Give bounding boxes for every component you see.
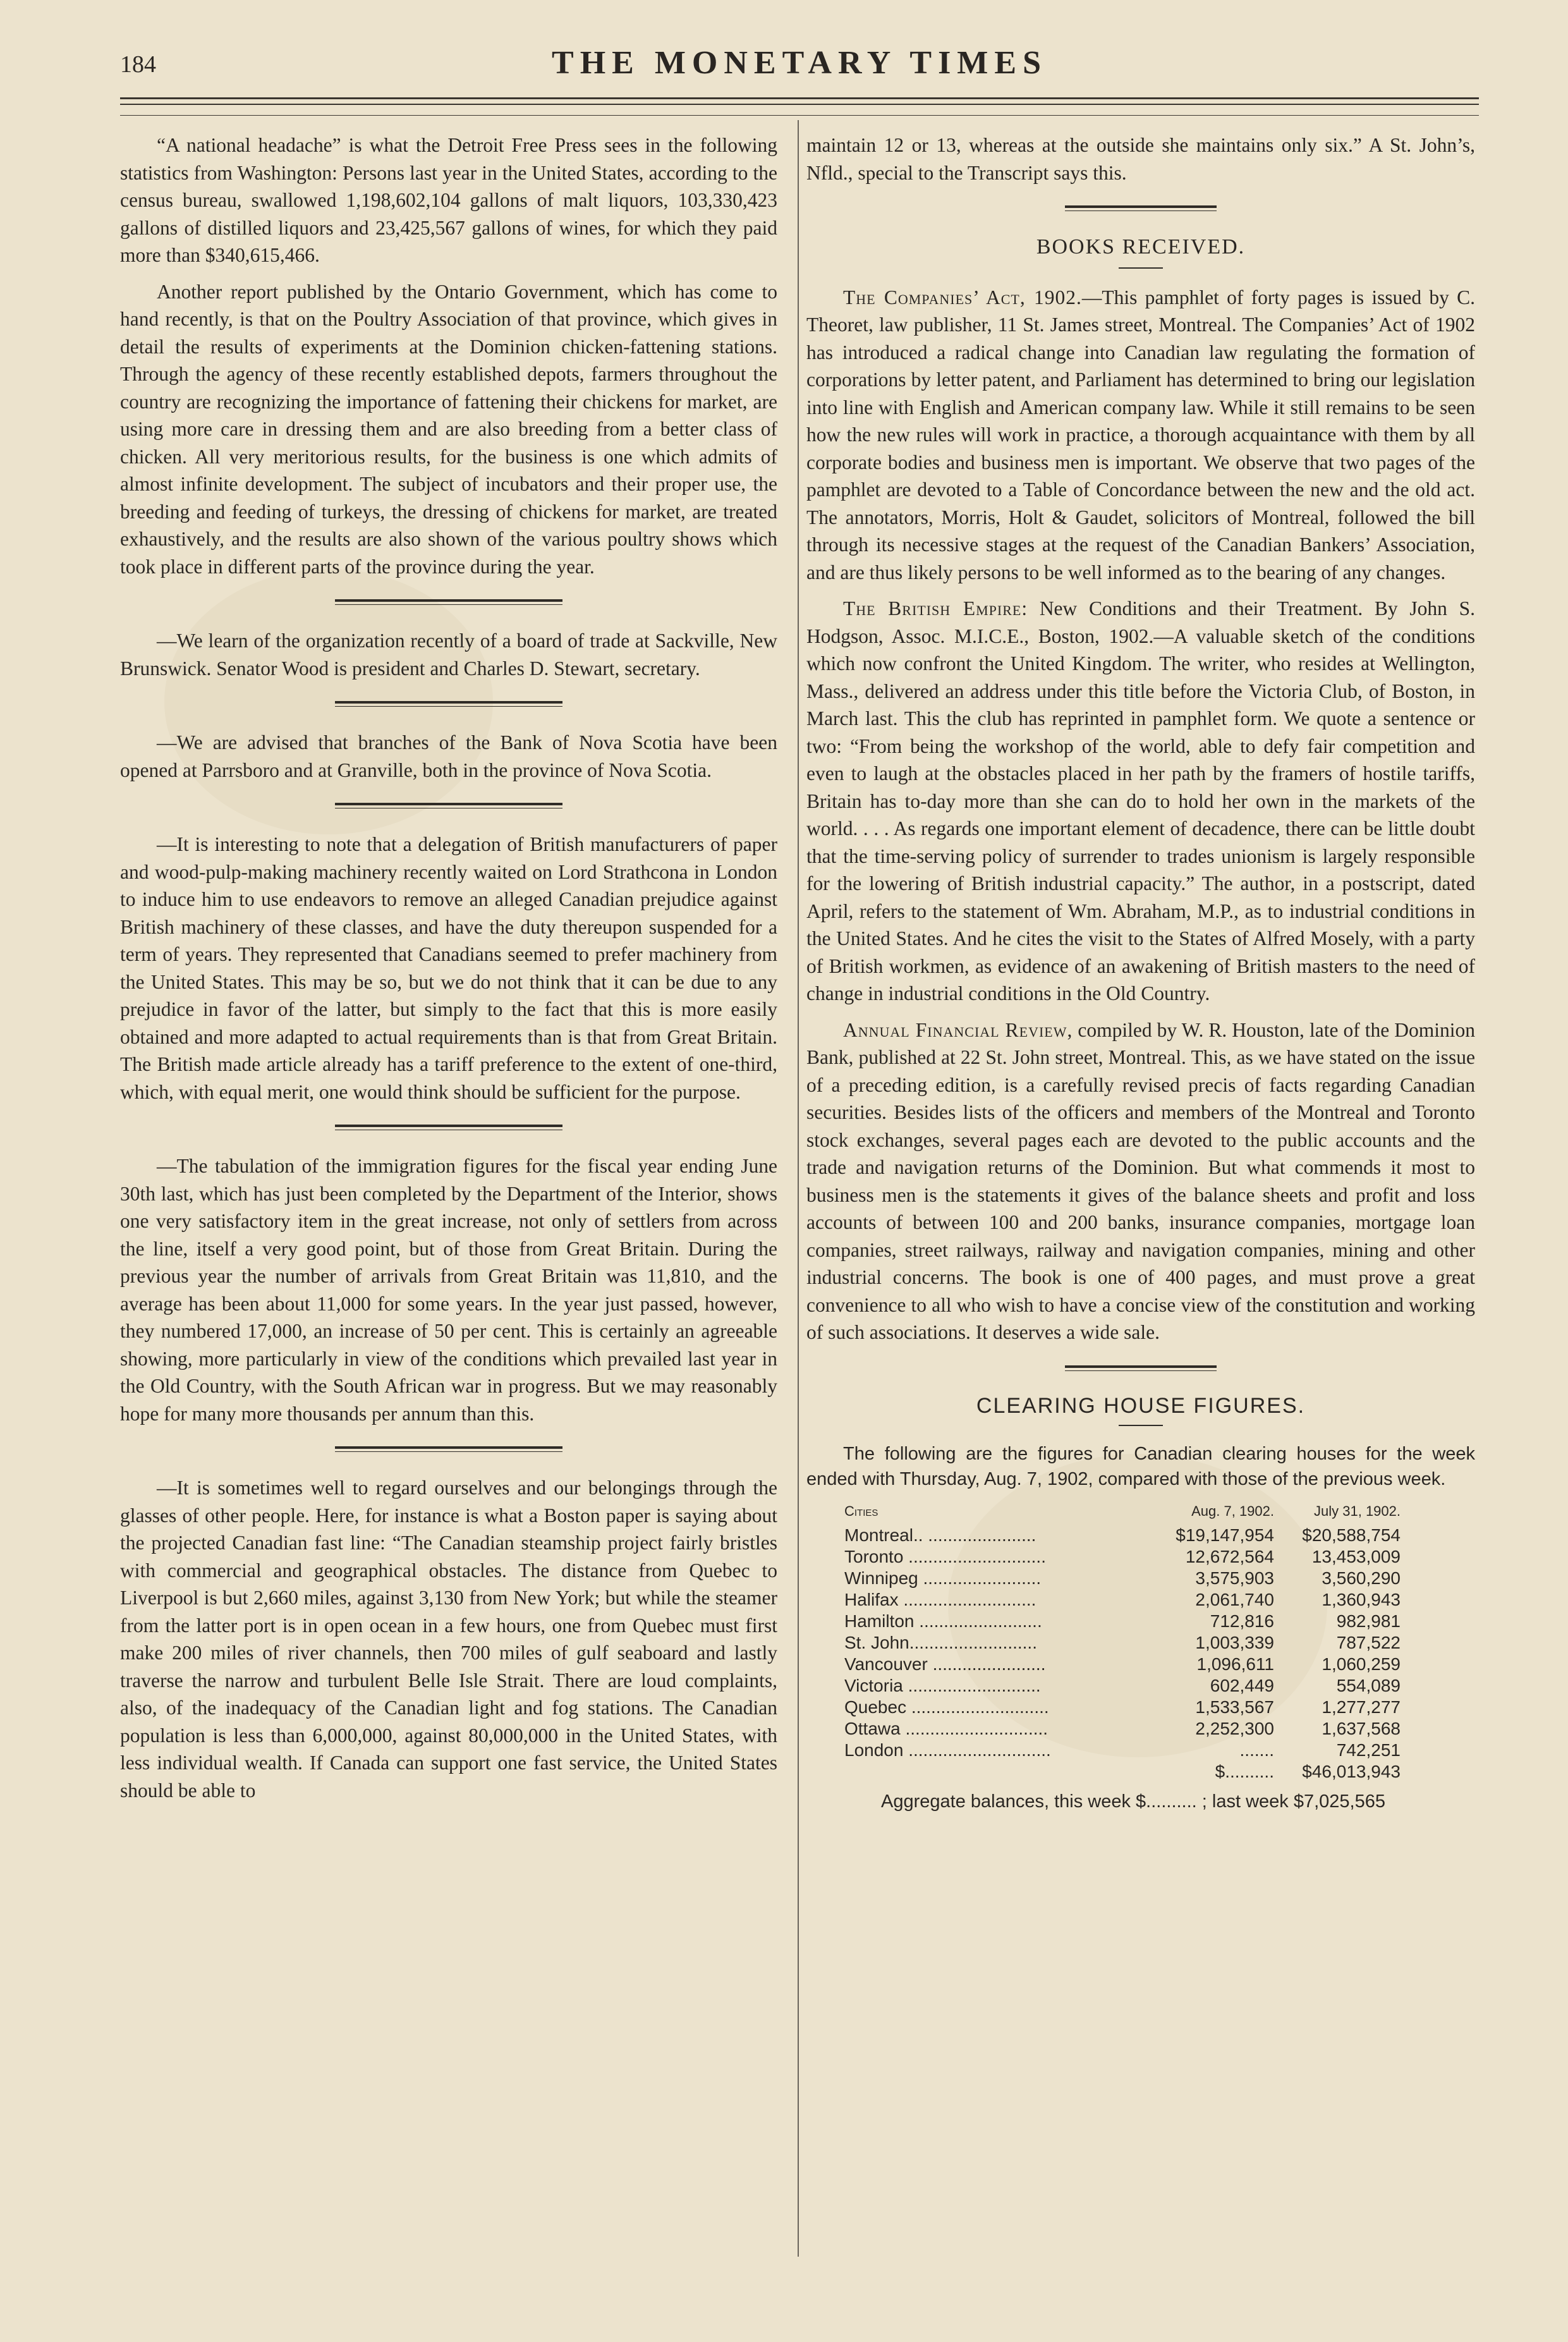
column-header-jul31: July 31, 1902.	[1314, 1503, 1401, 1519]
section-separator	[335, 701, 562, 707]
page-header	[120, 39, 1479, 90]
section-separator	[335, 1125, 562, 1131]
value-cell: .......	[1239, 1740, 1274, 1760]
table-row	[844, 1718, 1401, 1740]
header-rule	[120, 104, 1479, 105]
heading-rule	[1119, 267, 1163, 269]
book-notice	[806, 595, 1475, 1008]
table-row	[844, 1632, 1401, 1654]
city-cell: Montreal.. ......................	[844, 1525, 1036, 1545]
value-cell: 1,003,339	[1195, 1632, 1274, 1652]
value-cell: 712,816	[1210, 1611, 1274, 1631]
table-header-row	[844, 1501, 1401, 1525]
continued-paragraph: maintain 12 or 13, whereas at the outside she maintains only six.” A St. John’s, Nfld., special to the Transcript says this.	[806, 134, 1475, 184]
clearing-house-table	[844, 1501, 1401, 1783]
clearing-house-heading: CLEARING HOUSE FIGURES.	[976, 1393, 1306, 1418]
city-cell: Victoria ...........................	[844, 1675, 1041, 1695]
article-paragraph: “A national headache” is what the Detroit Free Press sees in the following statistics from Washington: Persons last year in the United States, according to the census bureau, swallowed 1,198,602,104 gallons of malt liquors, 103,330,423 gallons of distilled liquors and 23,425,567 gallons of wines, for which they paid more than $340,615,466.	[120, 134, 777, 266]
city-cell: Quebec ............................	[844, 1697, 1049, 1717]
table-total-row	[844, 1761, 1401, 1783]
table-row	[844, 1546, 1401, 1568]
table-row	[844, 1568, 1401, 1589]
table-row	[844, 1611, 1401, 1632]
total-cell: $46,013,943	[1302, 1761, 1401, 1781]
value-cell: 1,637,568	[1322, 1718, 1401, 1738]
city-cell: Ottawa .............................	[844, 1718, 1048, 1738]
book-notice	[806, 1016, 1475, 1346]
table-row	[844, 1740, 1401, 1761]
left-column	[120, 131, 777, 1813]
city-cell: Toronto ............................	[844, 1546, 1046, 1566]
value-cell: $20,588,754	[1302, 1525, 1401, 1545]
value-cell: 1,096,611	[1196, 1654, 1274, 1674]
article-paragraph: —The tabulation of the immigration figures for the fiscal year ending June 30th last, which has just been completed by the Department of the Interior, shows one very satisfactory item in the great increase, not only of settlers from across the line, itself a very good point, but of those from Great Britain. During the previous year the number of arrivals from Great Britain was 11,810, and the average has been about 11,000 for some years. In the year just passed, however, they numbered 17,000, an increase of 50 per cent. This is certainly an agreeable showing, more particularly in view of the conditions which prevailed last year in the Old Country, with the South African war in progress. But we may reasonably hope for many more thousands per annum than this.	[120, 1155, 777, 1425]
column-header-cities: Cities	[844, 1503, 878, 1519]
header-rule	[120, 97, 1479, 99]
header-rule	[120, 115, 1479, 116]
table-row	[844, 1697, 1401, 1718]
book-title: The Companies’ Act, 1902.	[843, 286, 1082, 308]
heading-rule	[1119, 1425, 1163, 1426]
value-cell: 2,061,740	[1195, 1589, 1274, 1609]
section-separator	[1065, 205, 1217, 212]
column-divider	[798, 120, 799, 2257]
city-cell: Winnipeg ........................	[844, 1568, 1042, 1588]
book-text: New Conditions and their Treatment. By John S. Hodgson, Assoc. M.I.C.E., Boston, 1902.—A valuable sketch of the conditions which now confront the United Kingdom. The writer, who resides at Wellington, Mass., delivered an address under this title before the Victoria Club, of Boston, in March last. This the club has reprinted in pamphlet form. We quote a sentence or two: “From being the workshop of the world, able to defy fair competition and even to laugh at the obstacles placed in her path by the framers of hostile tariffs, Britain has to-day more than she can do to hold her own in the markets of the world. . . . As regards one important element of decadence, there can be little doubt that the time-serving policy of surrender to trades unionism is largely responsible for the lowering of British industrial capacity.” The author, in a postscript, dated April, refers to the statement of Wm. Abraham, M.P., as to industrial conditions in the United States. And he cites the visit to the States of Alfred Mosely, with a party of British workmen, as evidence of an awakening of British masters to the need of change in industrial conditions in the Old Country.	[806, 597, 1475, 1004]
page-number: 184	[120, 51, 156, 78]
city-cell: Hamilton .........................	[844, 1611, 1042, 1631]
value-cell: 1,360,943	[1322, 1589, 1401, 1609]
value-cell: 1,533,567	[1195, 1697, 1274, 1717]
value-cell: 982,981	[1336, 1611, 1401, 1631]
city-cell: Halifax ...........................	[844, 1589, 1036, 1609]
value-cell: 1,060,259	[1322, 1654, 1401, 1674]
value-cell: 602,449	[1210, 1675, 1274, 1695]
clearing-house-section	[806, 1393, 1475, 1814]
article-paragraph: Another report published by the Ontario Government, which has come to hand recently, is that on the Poultry Association of that province, which gives in detail the results of experiments at the Dominion chicken-fattening stations. Through the agency of these recently established depots, farmers throughout the country are recognizing the importance of fattening their chickens for market, are using more care in dressing them and are also breeding from a better class of chicken. All very meritorious results, for the business is one which admits of almost infinite development. The subject of incubators and their proper use, the breeding and feeding of turkeys, the dressing of chickens for market, are treated exhaustively, and the results are also shown of the various poultry shows which took place in different parts of the province during the year.	[120, 280, 777, 578]
article-paragraph: —We are advised that branches of the Bank of Nova Scotia have been opened at Parrsboro and at Granville, both in the province of Nova Scotia.	[120, 731, 777, 781]
books-received-heading: BOOKS RECEIVED.	[1036, 235, 1246, 259]
value-cell: 12,672,564	[1185, 1546, 1274, 1566]
column-header-aug7: Aug. 7, 1902.	[1191, 1503, 1274, 1519]
value-cell: 13,453,009	[1311, 1546, 1401, 1566]
book-title: Annual Financial Review,	[843, 1018, 1073, 1041]
aggregate-balances: Aggregate balances, this week $.......... ; last week $7,025,565	[881, 1791, 1385, 1812]
right-column	[806, 131, 1475, 1823]
table-row	[844, 1525, 1401, 1546]
section-separator	[335, 803, 562, 809]
table-row	[844, 1675, 1401, 1697]
journal-title: THE MONETARY TIMES	[552, 45, 1047, 81]
city-cell: London .............................	[844, 1740, 1051, 1760]
section-separator	[1065, 1365, 1217, 1372]
article-paragraph: —We learn of the organization recently of a board of trade at Sackville, New Brunswick. Senator Wood is president and Charles D. Stewart, secretary.	[120, 630, 777, 680]
city-cell: Vancouver .......................	[844, 1654, 1046, 1674]
clearing-intro: The following are the figures for Canadian clearing houses for the week ended with Thursday, Aug. 7, 1902, compared with those of the previous week.	[806, 1443, 1475, 1489]
value-cell: 3,575,903	[1195, 1568, 1274, 1588]
book-text: compiled by W. R. Houston, late of the Dominion Bank, published at 22 St. John street, Montreal. This, as we have stated on the issue of a preceding edition, is a carefully revised precis of facts regarding Canadian securities. Besides lists of the officers and members of the Montreal and Toronto stock exchanges, several pages each are devoted to the public accounts and the trade and navigation returns of the Dominion. But what commends it most to business men is the statements it gives of the balance sheets and profit and loss accounts of between 100 and 200 banks, insurance companies, mortgage loan companies, street railways, railway and navigation companies, mining and other industrial concerns. The book is one of 400 pages, and must prove a great convenience to all who wish to have a concise view of the constitution and working of such associations. It deserves a wide sale.	[806, 1018, 1476, 1343]
value-cell: $19,147,954	[1176, 1525, 1274, 1545]
value-cell: 1,277,277	[1322, 1697, 1401, 1717]
section-separator	[335, 599, 562, 606]
table-row	[844, 1654, 1401, 1675]
value-cell: 742,251	[1336, 1740, 1401, 1760]
total-cell: $..........	[1215, 1761, 1274, 1781]
section-separator	[335, 1446, 562, 1453]
value-cell: 554,089	[1336, 1675, 1401, 1695]
value-cell: 3,560,290	[1322, 1568, 1401, 1588]
city-cell: St. John..........................	[844, 1632, 1037, 1652]
book-notice	[806, 284, 1475, 587]
article-paragraph: —It is sometimes well to regard ourselves and our belongings through the glasses of other people. Here, for instance is what a Boston paper is saying about the projected Canadian fast line: “The Canadian steamship project fairly bristles with commercial and geographical obstacles. The distance from Quebec to Liverpool is but 2,660 miles, against 3,130 from New York; but while the steamer from the latter port is in open ocean in a few hours, one from Quebec must first make 200 miles of river channels, then 700 miles of gulf seaboard and lastly traverse the narrow and turbulent Belle Isle Strait. There are loud complaints, also, of the inadequacy of the Canadian light and fog stations. The Canadian population is less than 6,000,000, against 80,000,000 in the United States, with less individual wealth. If Canada can support one fast service, the United States should be able to	[120, 1477, 777, 1802]
table-row	[844, 1589, 1401, 1611]
book-text: —This pamphlet of forty pages is issued by C. Theoret, law publisher, 11 St. James street, Montreal. The Companies’ Act of 1902 has introduced a radical change into Canadian law regulating the formation of corporations by letter patent, and Parliament has determined to bring our legislation into line with English and American company law. While it still remains to be seen how the new rules will work in practice, a thorough acquaintance with them by all corporate bodies and business men is important. We observe that two pages of the pamphlet are devoted to a Table of Concordance between the new and the old act. The annotators, Morris, Holt & Gaudet, solicitors of Montreal, followed the bill through its necessive stages at the request of the Canadian Bankers’ Association, and are thus likely persons to be well informed as to the bearing of any changes.	[806, 286, 1476, 583]
book-title: The British Empire:	[843, 597, 1028, 619]
article-paragraph: —It is interesting to note that a delegation of British manufacturers of paper and wood-pulp-making machinery recently waited on Lord Strathcona in London to induce him to use endeavors to remove an alleged Canadian prejudice against British machinery of these classes, and have the duty thereupon suspended for a term of years. They represented that Canadians seemed to prefer machinery from the United States. This may be so, but we do not think that it can be due to any prejudice in favor of the latter, but simply to the fact that this is more easily obtained and more adapted to actual requirements than is that from Great Britain. The British made article already has a tariff preference to the extent of one-third, which, with equal merit, one would think should be sufficient for the purpose.	[120, 833, 777, 1103]
value-cell: 787,522	[1336, 1632, 1401, 1652]
value-cell: 2,252,300	[1195, 1718, 1274, 1738]
